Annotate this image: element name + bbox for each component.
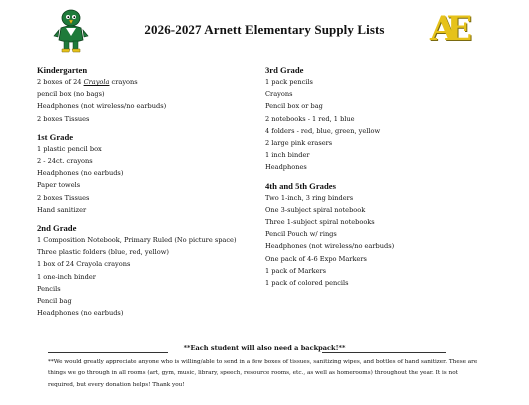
list-item: Pencil Pouch w/ rings xyxy=(265,230,337,239)
list-item: 1 pack of Markers xyxy=(265,266,327,275)
school-logo: AE xyxy=(430,9,463,49)
list-item: 1 pack pencils xyxy=(265,78,313,86)
list-item: Three plastic folders (blue, red, yellow) xyxy=(37,248,169,257)
list-item: 2 boxes Tissues xyxy=(37,193,90,202)
list-item: 2 large pink erasers xyxy=(265,139,333,148)
list-item: Pencil box or bag xyxy=(265,102,323,111)
list-item: Crayons xyxy=(265,90,293,99)
brand-name: Crayola xyxy=(83,78,110,86)
section-heading: 1st Grade xyxy=(37,131,74,142)
list-item: Headphones (no earbuds) xyxy=(37,309,124,318)
donation-note: **We would greatly appreciate anyone who is willing/able to send in a few boxes of tissues, sanitizing wipes, and bottles of hand sanitizer. These are things we go through in all rooms (art, gym, music, library, speech, resource rooms, etc., as well as homerooms) throughout the year. It is not required, but every donation helps! Thank you! xyxy=(48,359,478,388)
list-item: 2 boxes Tissues xyxy=(37,114,90,123)
list-item: 2 - 24ct. crayons xyxy=(37,157,93,166)
list-item: pencil box (no bags) xyxy=(37,90,105,99)
list-item: 1 Composition Notebook, Primary Ruled (No picture space) xyxy=(37,236,237,245)
list-item: 1 one-inch binder xyxy=(37,272,96,281)
backpack-note: **Each student will also need a backpack!** xyxy=(183,344,346,352)
list-item: Pencil bag xyxy=(37,297,72,306)
grade45-section xyxy=(265,180,490,290)
section-heading: 2nd Grade xyxy=(37,223,77,234)
list-item: Headphones xyxy=(265,163,307,172)
kindergarten-section xyxy=(37,64,262,125)
item-text: crayons xyxy=(109,78,138,86)
page-title: 2026-2027 Arnett Elementary Supply Lists xyxy=(144,22,385,37)
grade1-section xyxy=(37,131,262,216)
list-item: 4 folders - red, blue, green, yellow xyxy=(265,126,381,135)
list-item: Headphones (not wireless/no earbuds) xyxy=(265,242,395,251)
list-item: Headphones (not wireless/no earbuds) xyxy=(37,102,167,111)
list-item: 1 plastic pencil box xyxy=(37,144,102,153)
item-text: 2 boxes of 24 xyxy=(37,78,84,86)
section-heading: 3rd Grade xyxy=(265,65,304,75)
list-item: One 3-subject spiral notebook xyxy=(265,205,366,214)
list-item: Hand sanitizer xyxy=(37,205,87,214)
list-item xyxy=(37,76,262,88)
list-item: Two 1-inch, 3 ring binders xyxy=(265,193,354,202)
right-column xyxy=(265,64,490,289)
list-item: Paper towels xyxy=(37,181,81,190)
divider-left xyxy=(48,352,168,353)
divider-right xyxy=(322,352,446,353)
list-item: 1 inch binder xyxy=(265,151,310,160)
grade3-section xyxy=(265,64,490,174)
list-item: 1 box of 24 Crayola crayons xyxy=(37,260,131,269)
list-item: Three 1-subject spiral notebooks xyxy=(265,218,375,227)
list-item: 1 pack of colored pencils xyxy=(265,279,349,288)
list-item: One pack of 4-6 Expo Markers xyxy=(265,254,367,263)
list-item: 2 notebooks - 1 red, 1 blue xyxy=(265,114,355,123)
left-column xyxy=(37,64,262,319)
list-item: Pencils xyxy=(37,284,61,293)
section-heading: Kindergarten xyxy=(37,65,88,75)
grade2-section xyxy=(37,222,262,319)
section-heading: 4th and 5th Grades xyxy=(265,180,336,191)
list-item: Headphones (no earbuds) xyxy=(37,169,124,178)
